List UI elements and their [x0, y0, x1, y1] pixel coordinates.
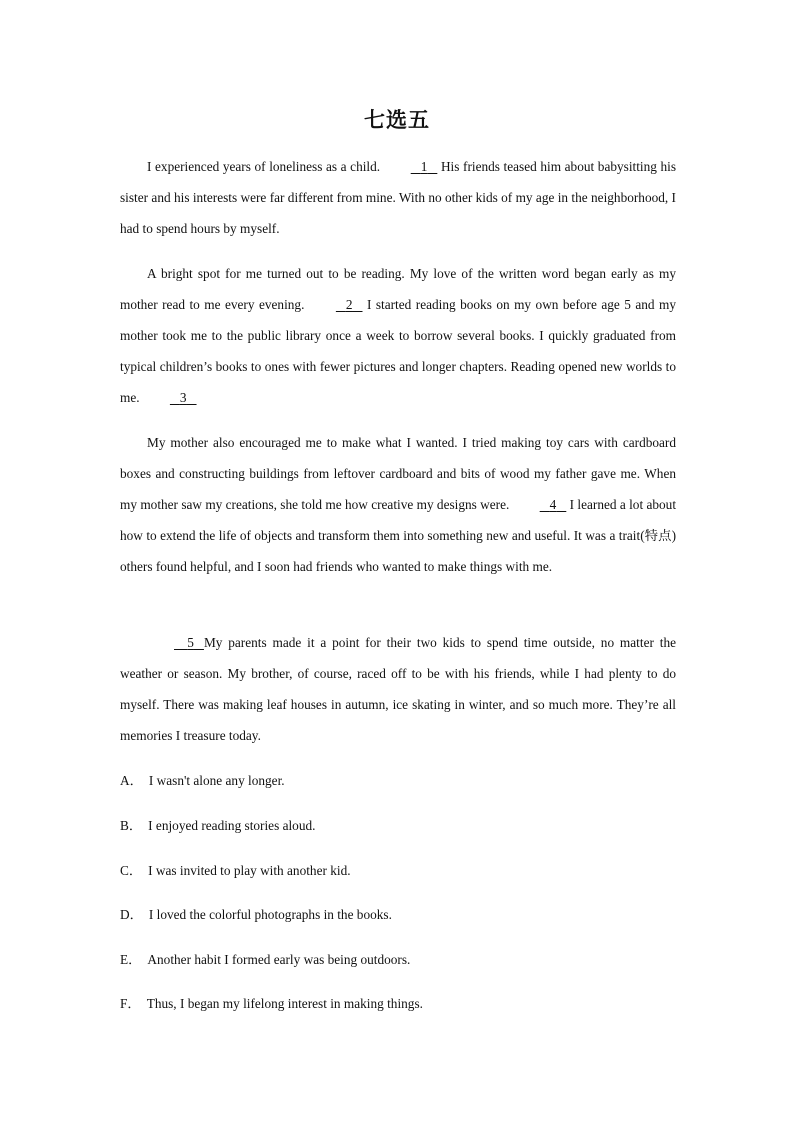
option-d: [120, 905, 392, 925]
paragraph-text: My parents made it a point for their two kids to spend time outside, no matter the weather or season. My brother, of course, raced off to be with his friends, while I had plenty to do myself. There was making leaf houses in autumn, ice skating in winter, and so much more. They’re all memories I treasure today.: [120, 635, 676, 743]
answer-blank-4: 4: [549, 497, 557, 512]
option-text: Another habit I formed early was being outdoors.: [147, 952, 411, 967]
option-letter: C．: [120, 863, 143, 878]
paragraph-text: I learned a lot about how to extend the life of objects and transform them into something new and useful. It was a trait(特点) others found helpful, and I soon had friends who wanted to make things with me.: [120, 497, 677, 574]
option-text: I enjoyed reading stories aloud.: [148, 818, 316, 833]
paragraph-text: His friends teased him about babysitting his sister and his interests were far different from mine. With no other kids of my age in the neighborhood, I had to spend hours by myself.: [120, 159, 677, 236]
option-text: I wasn't alone any longer.: [148, 773, 285, 788]
option-letter: F．: [120, 996, 141, 1011]
option-a: [120, 771, 285, 791]
option-letter: A．: [120, 773, 143, 788]
option-letter: D．: [120, 907, 143, 922]
paragraph-text: I experienced years of loneliness as a child.: [147, 159, 381, 174]
option-text: I loved the colorful photographs in the books.: [148, 907, 392, 922]
option-c: [120, 861, 351, 881]
option-text: I was invited to play with another kid.: [148, 863, 351, 878]
page-title: 七选五: [364, 108, 430, 132]
passage-paragraph-4: [120, 627, 676, 751]
option-b: [120, 816, 315, 836]
option-text: Thus, I began my lifelong interest in making things.: [146, 996, 423, 1011]
option-f: [120, 994, 423, 1014]
option-letter: B．: [120, 818, 143, 833]
answer-blank-3: 3: [179, 390, 187, 405]
answer-blank-2: 2: [345, 297, 353, 312]
option-e: [120, 950, 410, 970]
paragraph-text: I started reading books on my own before age 5 and my mother took me to the public library once a week to borrow several books. I quickly graduated from typical children’s books to ones with fewer pictures and longer chapters. Reading opened new worlds to me.: [120, 297, 677, 405]
passage-paragraph-3: [120, 427, 676, 582]
answer-blank-5: 5: [187, 635, 194, 650]
passage-paragraph-2: [120, 258, 676, 413]
option-letter: E．: [120, 952, 142, 967]
paragraph-text: A bright spot for me turned out to be reading. My love of the written word began early as my mother read to me every evening.: [120, 266, 676, 312]
passage-paragraph-1: [120, 151, 676, 244]
paragraph-text: My mother also encouraged me to make what I wanted. I tried making toy cars with cardboard boxes and constructing buildings from leftover cardboard and bits of wood my father gave me. When my mother saw my creations, she told me how creative my designs were.: [120, 435, 676, 512]
answer-blank-1: 1: [420, 159, 428, 174]
